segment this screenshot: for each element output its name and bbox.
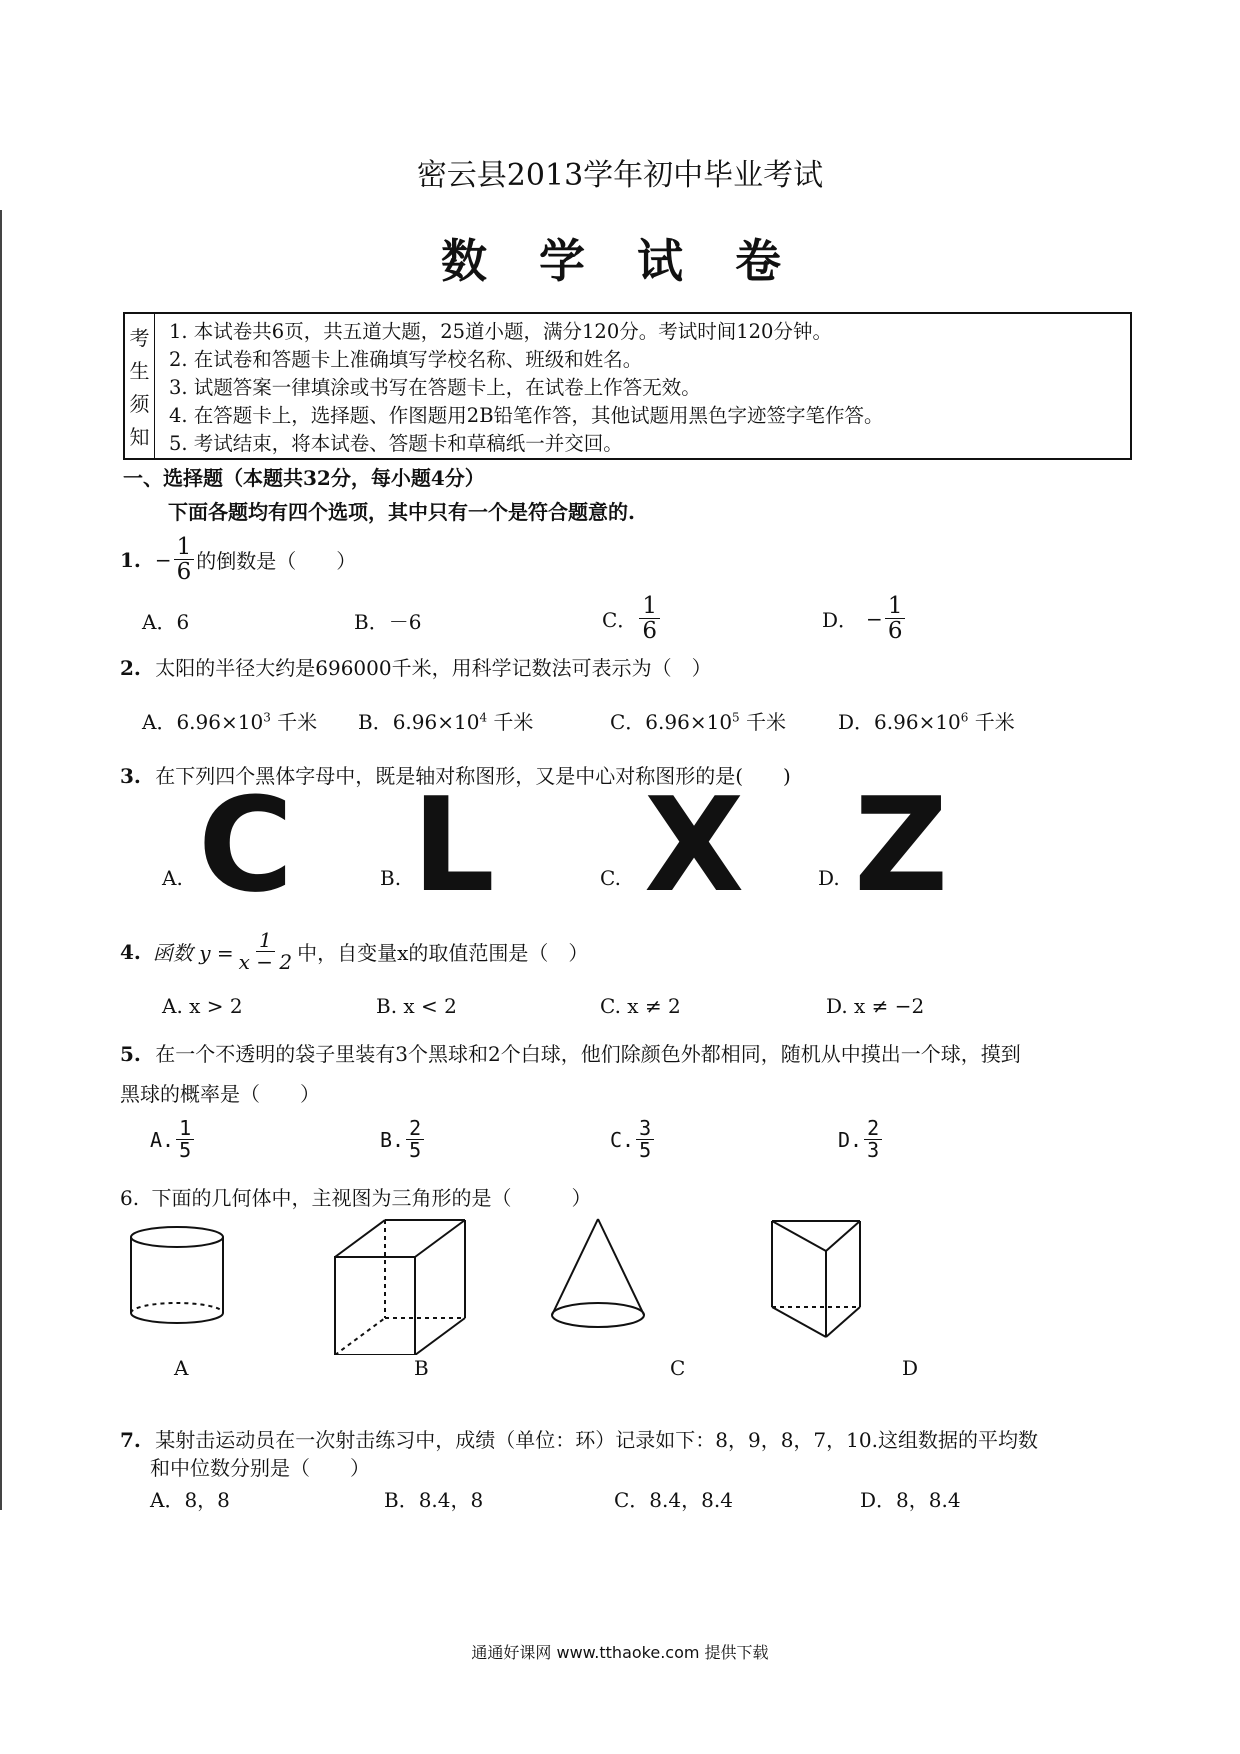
- option-label: C．: [602, 608, 638, 633]
- notice-item: 3. 试题答案一律填涂或书写在答题卡上，在试卷上作答无效。: [169, 376, 701, 399]
- notice-label-char: 考: [129, 326, 150, 350]
- exam-subtitle: 密云县2013学年初中毕业考试: [416, 158, 824, 193]
- option-d: [838, 1118, 884, 1161]
- question-2: [120, 652, 712, 681]
- notice-item: 2. 在试卷和答题卡上准确填写学校名称、班级和姓名。: [169, 348, 643, 371]
- question-text: 中，自变量x的取值范围是（ ）: [297, 941, 589, 965]
- question-text-line1: 在一个不透明的袋子里装有3个黑球和2个白球，他们除颜色外都相同，随机从中摸出一个球，摸到: [155, 1042, 1021, 1066]
- fraction: [864, 1118, 882, 1161]
- minus-sign: −: [154, 547, 172, 572]
- fraction-numerator: 1: [885, 594, 906, 619]
- option-d: D. x ≠ −2: [826, 994, 925, 1018]
- question-number: 4.: [120, 939, 141, 964]
- exponent: 3: [263, 710, 271, 725]
- option-base: C．6.96×10: [610, 710, 733, 734]
- triangular-prism-shape: [772, 1221, 860, 1337]
- option-b: [358, 706, 533, 735]
- question-number: 2.: [120, 656, 141, 680]
- footer-source: 通通好课网 www.tthaoke.com 提供下载: [471, 1643, 769, 1662]
- section-heading: 一、选择题（本题共32分，每小题4分）: [123, 466, 485, 490]
- option-unit: 千米: [487, 710, 534, 734]
- figure-label: C: [670, 1356, 686, 1380]
- letter-z-glyph: Z: [854, 769, 949, 921]
- question-7: [120, 1424, 1038, 1453]
- minus-sign: −: [866, 606, 883, 631]
- option-b: B. x < 2: [376, 994, 457, 1018]
- exam-title: 数 学 试 卷: [440, 234, 800, 288]
- notice-item: 4. 在答题卡上，选择题、作图题用2B铅笔作答，其他试题用黑色字迹签字笔作答。: [169, 404, 884, 427]
- question-number: 6.: [120, 1186, 140, 1210]
- fraction-numerator: 1: [176, 1118, 194, 1140]
- option-unit: 千米: [968, 710, 1015, 734]
- notice-item: 1. 本试卷共6页，共五道大题，25道小题，满分120分。考试时间120分钟。: [169, 320, 832, 343]
- figure-label: B: [414, 1356, 429, 1380]
- fraction: [174, 535, 195, 584]
- fraction: [639, 594, 660, 643]
- option-base: B．6.96×10: [358, 710, 480, 734]
- option-label: B.: [380, 866, 402, 890]
- figure-label: D: [902, 1356, 919, 1380]
- fraction-numerator: 2: [406, 1118, 424, 1140]
- option-base: D．6.96×10: [838, 710, 961, 734]
- option-unit: 千米: [270, 710, 318, 734]
- option-a: A．8，8: [150, 1488, 230, 1512]
- option-c: C. x ≠ 2: [600, 994, 681, 1018]
- cylinder-shape: [131, 1227, 223, 1323]
- cone-shape: [552, 1219, 644, 1327]
- letter-x-glyph: X: [644, 769, 745, 921]
- question-text-line1: 某射击运动员在一次射击练习中，成绩（单位：环）记录如下：8，9，8，7，10.这组数据的平均数: [155, 1428, 1038, 1452]
- question-1: [120, 535, 356, 584]
- option-a: A．6: [142, 610, 190, 634]
- question-6: [120, 1182, 591, 1211]
- option-label: A.: [162, 866, 183, 890]
- fraction-denominator: 6: [176, 559, 192, 586]
- option-b: B．8.4，8: [384, 1488, 484, 1512]
- question-text: 的倒数是（ ）: [196, 549, 357, 574]
- option-a: A. x > 2: [162, 994, 243, 1018]
- exponent: 6: [960, 710, 969, 725]
- fraction-numerator: 1: [256, 930, 275, 952]
- option-label: D．: [822, 608, 859, 633]
- letter-c-glyph: C: [198, 769, 294, 921]
- fraction: [885, 594, 906, 643]
- notice-item: 5. 考试结束，将本试卷、答题卡和草稿纸一并交回。: [169, 432, 623, 455]
- question-number: 3.: [120, 764, 141, 788]
- left-margin-rule: [0, 210, 2, 1510]
- figure-label: A: [174, 1356, 189, 1380]
- fraction-denominator: 6: [887, 618, 903, 645]
- fraction-denominator: 5: [639, 1138, 652, 1162]
- fraction-numerator: 2: [864, 1118, 882, 1140]
- section-instruction: 下面各题均有四个选项，其中只有一个是符合题意的.: [168, 500, 635, 524]
- fraction-denominator: x − 2: [238, 950, 293, 974]
- notice-label-char: 须: [129, 392, 150, 416]
- question-number: 1.: [120, 547, 141, 572]
- fraction-denominator: 6: [642, 618, 657, 645]
- fraction-denominator: 5: [179, 1138, 192, 1162]
- option-label: D.: [818, 866, 840, 890]
- option-label: B.: [380, 1127, 405, 1152]
- fraction-numerator: 3: [636, 1118, 654, 1140]
- option-d: [838, 706, 1015, 735]
- notice-box: [123, 312, 1132, 460]
- option-unit: 千米: [739, 710, 787, 734]
- option-c: [610, 1118, 656, 1161]
- notice-label: [125, 314, 155, 458]
- option-d: D．8，8.4: [860, 1488, 961, 1512]
- option-a: [150, 1118, 196, 1161]
- solids-figure: [120, 1215, 1120, 1355]
- letter-l-glyph: L: [412, 769, 495, 921]
- question-4: [120, 930, 588, 973]
- fraction: [176, 1118, 194, 1161]
- option-b: B．－6: [354, 610, 422, 634]
- option-c: [602, 594, 662, 643]
- question-text: 太阳的半径大约是696000千米，用科学记数法可表示为（ ）: [155, 656, 712, 680]
- fraction-denominator: 5: [409, 1138, 422, 1162]
- question-text: 在下列四个黑体字母中，既是轴对称图形，又是中心对称图形的是( ): [155, 764, 791, 788]
- option-d: [822, 594, 907, 643]
- fraction: [236, 930, 295, 973]
- question-5: [120, 1038, 1021, 1067]
- fraction-denominator: 3: [867, 1138, 880, 1162]
- question-number: 5.: [120, 1042, 141, 1066]
- option-a: [142, 706, 317, 735]
- function-expression: 函数 y =: [152, 941, 234, 965]
- option-label: A.: [150, 1127, 175, 1152]
- notice-label-char: 知: [129, 425, 150, 449]
- fraction: [406, 1118, 424, 1161]
- option-c: [610, 706, 786, 735]
- option-label: C.: [610, 1127, 635, 1152]
- fraction: [636, 1118, 654, 1161]
- option-base: A．6.96×10: [142, 710, 264, 734]
- question-number: 7.: [120, 1428, 141, 1452]
- notice-label-char: 生: [129, 359, 150, 383]
- exponent: 4: [479, 710, 488, 725]
- option-c: C．8.4，8.4: [614, 1488, 733, 1512]
- exponent: 5: [732, 710, 740, 725]
- cuboid-shape: [335, 1220, 465, 1355]
- question-text: 下面的几何体中，主视图为三角形的是（ ）: [151, 1186, 592, 1210]
- question-text-line2: 和中位数分别是（ ）: [150, 1456, 370, 1480]
- notice-list: [169, 318, 884, 458]
- option-b: [380, 1118, 426, 1161]
- option-label: D.: [838, 1127, 863, 1152]
- question-text-line2: 黑球的概率是（ ）: [120, 1082, 320, 1106]
- fraction-numerator: 1: [174, 535, 195, 560]
- fraction-numerator: 1: [639, 594, 660, 619]
- option-label: C.: [600, 866, 621, 890]
